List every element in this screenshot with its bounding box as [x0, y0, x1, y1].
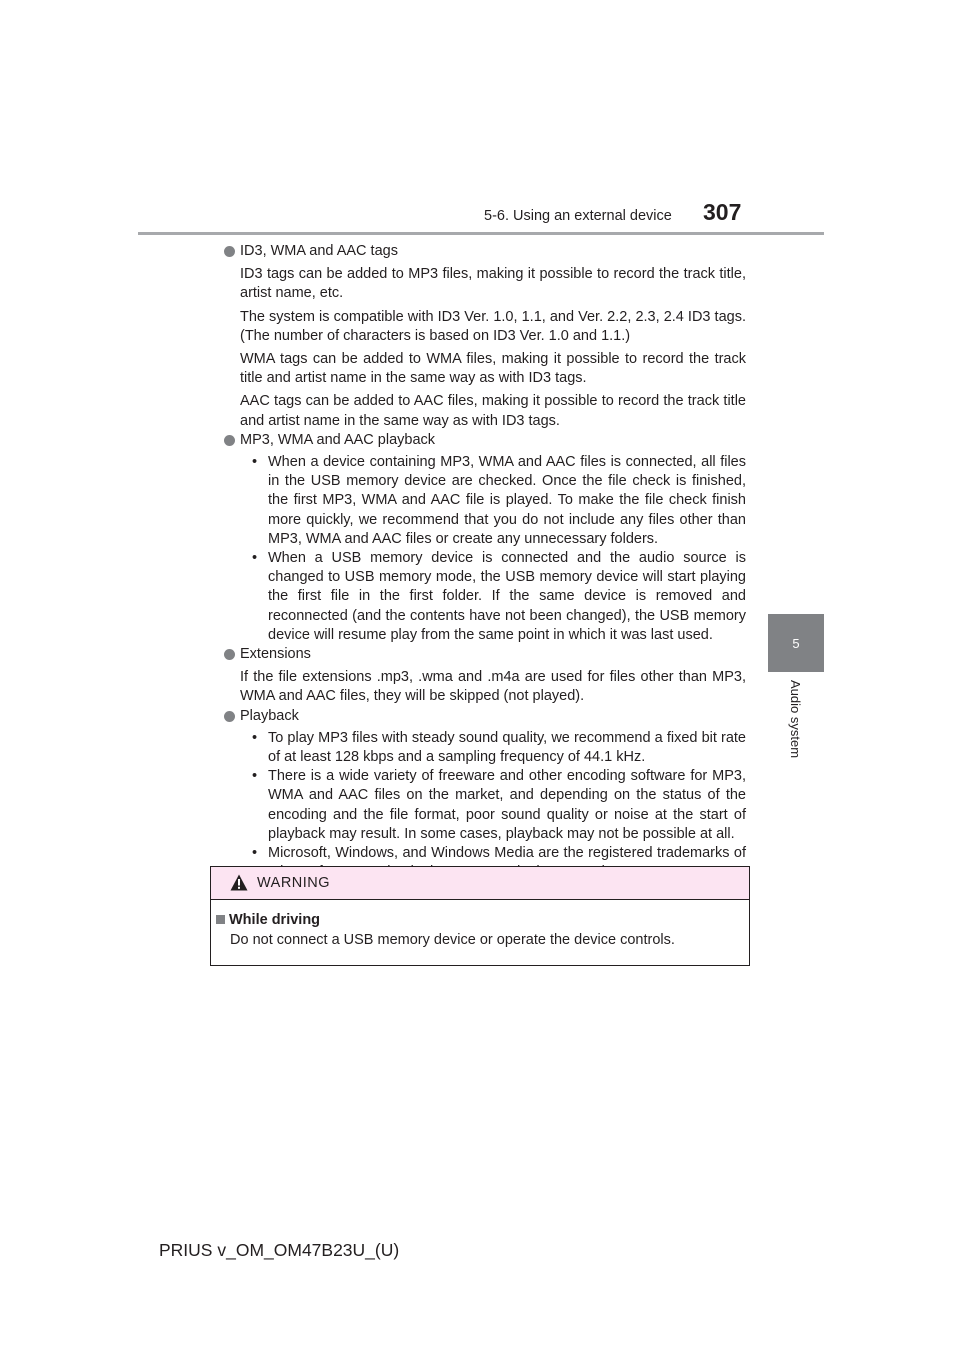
warning-text: Do not connect a USB memory device or operate the device controls. — [230, 932, 675, 948]
warning-header — [211, 867, 749, 900]
section-heading: Playback — [224, 707, 746, 726]
section-extensions — [224, 645, 746, 707]
footer-doc-code: PRIUS v_OM_OM47B23U_(U) — [159, 1240, 400, 1260]
chapter-number: 5 — [792, 636, 800, 651]
paragraph: WMA tags can be added to WMA files, making it possible to record the track title and artist name in the same way as with ID3 tags. — [240, 351, 746, 387]
bullet-mark: • — [252, 768, 258, 785]
section-id3-tags — [224, 242, 746, 431]
section-heading: ID3, WMA and AAC tags — [224, 242, 746, 261]
section-title: 5-6. Using an external device — [484, 208, 672, 224]
list-item: • There is a wide variety of freeware and other encoding software for MP3, WMA and AAC files on the market, and depending on the status of the encoding and the file format, poor sound quality or noise at the start of playback may result. In some cases, playback may not be possible at all. — [252, 768, 746, 842]
warning-box — [210, 866, 750, 966]
paragraph: ID3 tags can be added to MP3 files, making it possible to record the track title, artist name, etc. — [240, 266, 746, 302]
list-item: • When a USB memory device is connected and the audio source is changed to USB memory mode, the USB memory device will start playing the first file in the first folder. If the same device is removed and reconnected (and the contents have not been changed), the USB memory device will resume play from the same point in which it was last used. — [252, 550, 746, 643]
bullet-dot-icon — [224, 711, 235, 722]
bullet-mark: • — [252, 729, 258, 746]
paragraph: The system is compatible with ID3 Ver. 1.0, 1.1, and Ver. 2.2, 2.3, 2.4 ID3 tags. (The number of characters is based on ID3 Ver. 1.0 and 1.1.) — [240, 308, 746, 344]
list-item: • To play MP3 files with steady sound quality, we recommend a fixed bit rate of at least 128 kbps and a sampling frequency of 44.1 kHz. — [252, 729, 746, 766]
bullet-dot-icon — [224, 435, 235, 446]
section-heading: MP3, WMA and AAC playback — [224, 431, 746, 450]
section-playback — [224, 707, 746, 883]
paragraph: AAC tags can be added to AAC files, making it possible to record the track title and artist name in the same way as with ID3 tags. — [240, 393, 746, 429]
warning-title: WARNING — [257, 875, 331, 891]
warning-body — [211, 900, 749, 950]
bullet-mark: • — [252, 454, 258, 471]
warning-subheading: While driving — [216, 910, 749, 930]
bullet-dot-icon — [224, 649, 235, 660]
list-item: • Microsoft, Windows, and Windows Media are the registered trademarks of — [240, 844, 746, 882]
bullet-mark: • — [252, 550, 258, 567]
list-item: • When a device containing MP3, WMA and AAC files is connected, all files in the USB memory device are checked. Once the file check is finished, the first MP3, WMA and AAC file is played. To make the file check finish more quickly, we recommend that you do not include any files other than MP3, WMA and AAC files or create any unnecessary folders. — [252, 454, 746, 547]
bullet-dot-icon — [224, 246, 235, 257]
bullet-mark: • — [252, 845, 258, 862]
chapter-tab[interactable] — [768, 614, 824, 672]
header-divider — [138, 232, 824, 235]
paragraph: If the file extensions .mp3, .wma and .m4a are used for files other than MP3, WMA and AAC files, they will be skipped (not played). — [240, 669, 746, 705]
page-body — [224, 242, 746, 883]
warning-triangle-icon — [230, 874, 248, 891]
page-number: 307 — [703, 199, 742, 225]
section-heading: Extensions — [224, 645, 746, 664]
chapter-label: Audio system — [788, 680, 803, 759]
section-playback-formats — [224, 431, 746, 645]
square-bullet-icon — [216, 915, 225, 924]
